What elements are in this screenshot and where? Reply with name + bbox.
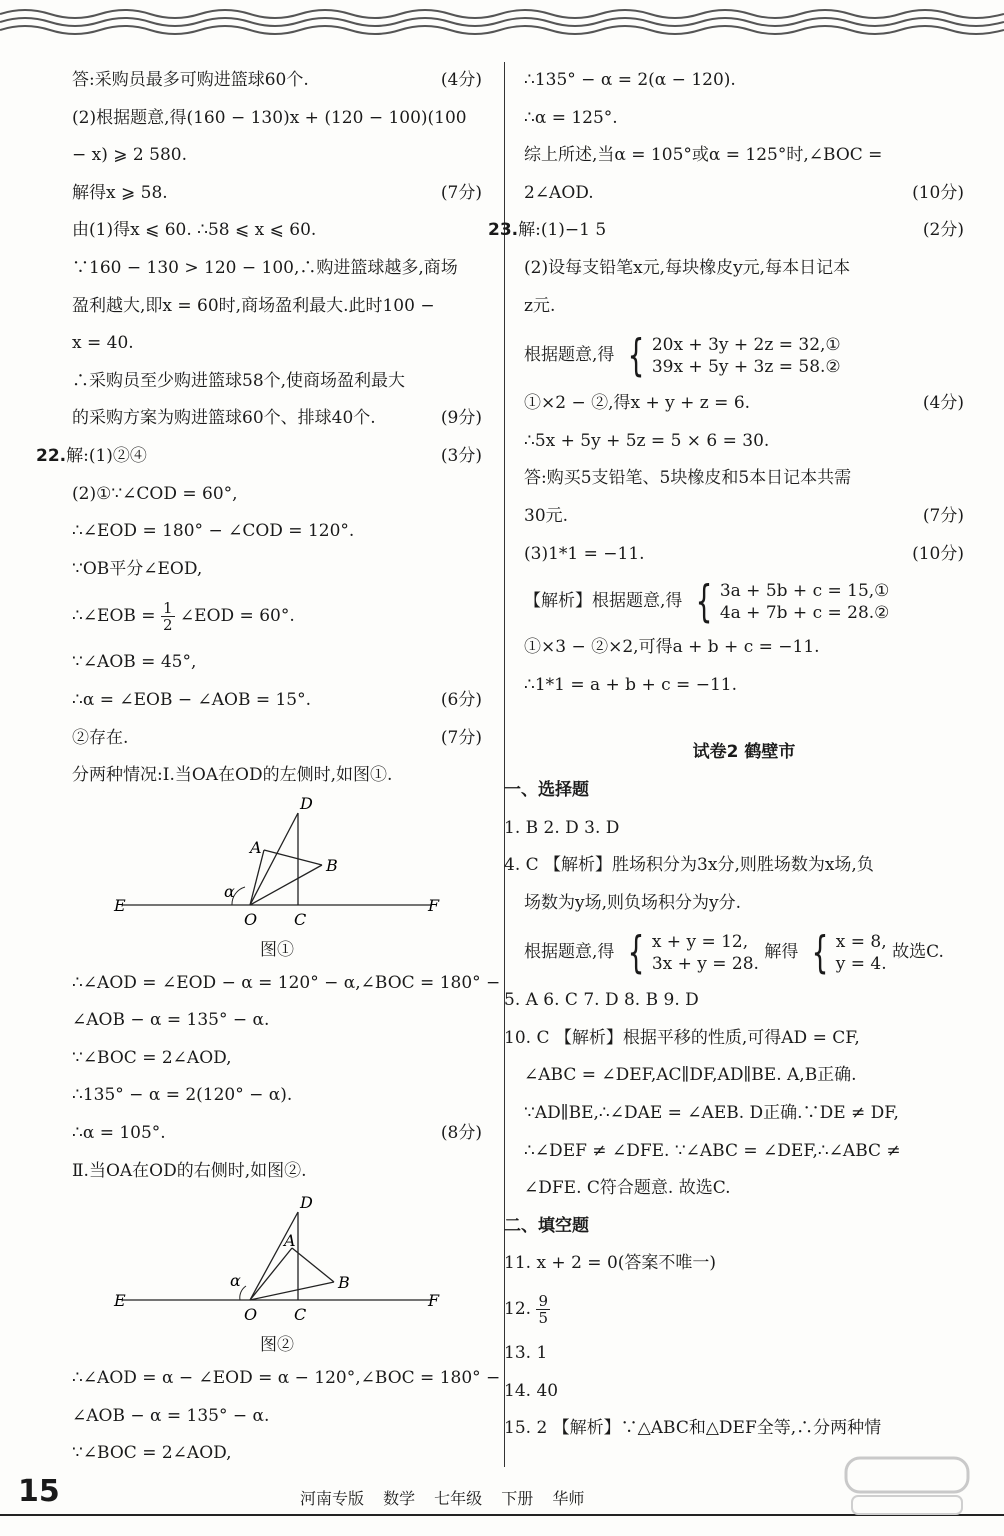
- solution-text: 2∠AOD.: [524, 182, 594, 203]
- solution-text: 30元.: [524, 505, 569, 526]
- solution-text: ∠AOB − α = 135° − α.: [72, 1010, 270, 1031]
- solution-text: ∴α = 105°.: [72, 1123, 166, 1144]
- text-line: [504, 810, 964, 848]
- equation: x + y = 12,: [651, 931, 749, 952]
- solution-text: ∴∠AOD = α − ∠EOD = α − 120°,∠BOC = 180° −: [72, 1368, 501, 1389]
- text-line: [524, 137, 964, 175]
- text-line: [72, 476, 482, 514]
- label-B: B: [326, 855, 338, 875]
- solution-text: ∴1*1 = a + b + c = −11.: [524, 674, 737, 695]
- text-line: [524, 385, 964, 423]
- equation-system-4: [804, 926, 887, 978]
- text-line: [524, 62, 964, 100]
- equation-system-line: [524, 325, 964, 385]
- answer-text: 10. C 【解析】根据平移的性质,可得AD = CF,: [504, 1027, 860, 1048]
- fraction-numerator: 1: [162, 599, 173, 618]
- fraction-half: [161, 600, 175, 633]
- label-O: O: [244, 1305, 258, 1325]
- answer-text: ∵AD∥BE,∴∠DAE = ∠AEB. D正确.∵DE ≠ DF,: [524, 1103, 899, 1124]
- text-line: [504, 1020, 964, 1058]
- label-C: C: [294, 1305, 307, 1325]
- text-line: [504, 1335, 964, 1373]
- answer-text: 1. B 2. D 3. D: [504, 817, 620, 838]
- solution-text: ∴∠EOB =: [72, 606, 156, 627]
- text-line: [72, 250, 482, 288]
- brace-icon: {: [627, 329, 645, 381]
- equation: 3x + y = 28.: [651, 953, 759, 974]
- label-alpha: α: [230, 1271, 241, 1291]
- solution-text: ∴135° − α = 2(120° − α).: [72, 1085, 293, 1106]
- solution-text: 分两种情况:Ⅰ.当OA在OD的左侧时,如图①.: [72, 765, 393, 786]
- text-line: [504, 1245, 964, 1283]
- text-line: [72, 1040, 482, 1078]
- text-line: [504, 1283, 964, 1335]
- solution-text: x = 40.: [72, 333, 134, 354]
- text-line: [524, 885, 964, 923]
- ray-OD: [250, 1212, 298, 1300]
- score-label: (2分): [922, 220, 964, 241]
- score-label: (10分): [912, 543, 964, 564]
- text-line: [524, 175, 964, 213]
- figure-1: [72, 795, 482, 965]
- answer-text: 4. C 【解析】胜场积分为3x分,则胜场数为x场,负: [504, 855, 874, 876]
- footer-text: 河南专版 数学 七年级 下册 华师: [300, 1489, 585, 1508]
- text-line: [72, 1153, 482, 1191]
- text-line: [72, 1002, 482, 1040]
- score-label: (7分): [440, 727, 482, 748]
- solution-text: 【解析】根据题意,得: [524, 591, 683, 612]
- label-O: O: [244, 909, 258, 929]
- solution-text: ∵∠BOC = 2∠AOD,: [72, 1443, 232, 1464]
- answer-text: 答:采购员最多可购进篮球60个.: [72, 70, 309, 90]
- equation-system-line: [524, 922, 964, 982]
- label-F: F: [428, 895, 440, 915]
- text-line: [72, 137, 482, 175]
- text-line: [524, 423, 964, 461]
- solution-text: (2)①∵∠COD = 60°,: [72, 483, 238, 504]
- solution-text: 解得x ⩾ 58.: [72, 182, 168, 203]
- text-line: [524, 1170, 964, 1208]
- fraction-numerator: 9: [538, 1292, 548, 1311]
- answer-text: ∠ABC = ∠DEF,AC∥DF,AD∥BE. A,B正确.: [524, 1065, 857, 1086]
- figure-caption: 图①: [260, 939, 294, 960]
- text-line: [72, 1360, 501, 1398]
- text-line: [72, 100, 482, 138]
- text-line: [488, 212, 964, 250]
- equation: y = 4.: [835, 953, 887, 974]
- solution-text: 综上所述,当α = 105°或α = 125°时,∠BOC =: [524, 145, 883, 166]
- equation-system-line: [524, 573, 964, 629]
- equation: x = 8,: [835, 931, 887, 952]
- solution-text: ②存在.: [72, 727, 129, 748]
- text-line: [72, 175, 482, 213]
- left-column: [36, 62, 501, 1473]
- text-line: [72, 1398, 482, 1436]
- text-line: [72, 1077, 482, 1115]
- question-number: 23.: [488, 220, 519, 241]
- solution-text: 的采购方案为购进篮球60个、排球40个.: [72, 408, 376, 429]
- label-A: A: [284, 1231, 296, 1251]
- text-line: [524, 536, 964, 574]
- geometry-diagram-1: [72, 795, 482, 935]
- solution-text: ∴α = 125°.: [524, 107, 618, 128]
- text-line: [72, 965, 501, 1003]
- solution-text: 解:(1)②④: [66, 445, 147, 466]
- equation-system-3: [620, 926, 759, 978]
- text-line: [504, 982, 964, 1020]
- answer-text: ∠DFE. C符合题意. 故选C.: [524, 1178, 731, 1199]
- answer-text: 解得: [764, 942, 799, 963]
- text-line: [504, 847, 964, 885]
- fraction-denominator: 5: [538, 1309, 548, 1328]
- solution-text: ∴∠AOD = ∠EOD − α = 120° − α,∠BOC = 180° −: [72, 972, 501, 993]
- equation: 20x + 3y + 2z = 32,①: [651, 334, 841, 355]
- answer-text: 13. 1: [504, 1343, 548, 1364]
- solution-text: ∴α = ∠EOB − ∠AOB = 15°.: [72, 689, 312, 710]
- text-line: [72, 644, 482, 682]
- solution-text: ∴135° − α = 2(α − 120).: [524, 70, 736, 90]
- section-heading: 一、选择题: [504, 779, 589, 800]
- label-E: E: [114, 895, 126, 915]
- section-heading: 二、填空题: [504, 1215, 589, 1236]
- text-line: [504, 1410, 964, 1448]
- solution-text: ∵∠BOC = 2∠AOD,: [72, 1047, 232, 1068]
- text-line: [72, 212, 482, 250]
- label-B: B: [338, 1273, 350, 1293]
- equation: 39x + 5y + 3z = 58.②: [651, 356, 841, 377]
- text-line: [72, 363, 482, 401]
- geometry-diagram-2: [72, 1190, 482, 1330]
- equation-system-1: [620, 329, 841, 381]
- text-line: [524, 1057, 964, 1095]
- answer-text: 12.: [504, 1299, 532, 1320]
- text-line: [72, 1115, 482, 1153]
- label-D: D: [300, 794, 313, 813]
- solution-text: ∵∠AOB = 45°,: [72, 652, 197, 673]
- text-line: [72, 720, 482, 758]
- text-line: [72, 62, 482, 100]
- brace-icon: {: [627, 926, 645, 978]
- page-number: 15: [18, 1474, 60, 1509]
- text-line: [36, 438, 482, 476]
- label-F: F: [428, 1291, 440, 1311]
- text-line: [72, 551, 482, 589]
- ray-OA: [250, 850, 264, 905]
- solution-text: 解:(1)−1 5: [518, 220, 607, 241]
- text-line: [72, 1435, 482, 1473]
- score-label: (4分): [922, 393, 964, 414]
- text-line: [524, 1133, 964, 1171]
- text-line: [524, 629, 964, 667]
- score-label: (6分): [440, 689, 482, 710]
- label-C: C: [294, 909, 307, 929]
- answer-text: 15. 2 【解析】∵△ABC和△DEF全等,∴分两种情: [504, 1418, 882, 1439]
- text-line: [504, 1373, 964, 1411]
- question-number: 22.: [36, 445, 67, 466]
- answer-text: 场数为y场,则负场积分为y分.: [524, 892, 742, 913]
- text-line: [72, 288, 482, 326]
- fraction-denominator: 2: [162, 616, 173, 635]
- figure-caption: 图②: [260, 1335, 294, 1356]
- solution-text: ∴5x + 5y + 5z = 5 × 6 = 30.: [524, 430, 770, 451]
- figure-2: [72, 1190, 482, 1360]
- text-line: [72, 757, 482, 795]
- solution-text: 由(1)得x ⩽ 60. ∴58 ⩽ x ⩽ 60.: [72, 220, 317, 241]
- brace-icon: {: [695, 575, 713, 627]
- section-title: 试卷2 鹤壁市: [692, 742, 796, 763]
- score-label: (10分): [912, 182, 964, 203]
- text-line: [524, 100, 964, 138]
- answer-text: 根据题意,得: [524, 942, 615, 963]
- label-D: D: [300, 1193, 313, 1213]
- solution-text: ∴∠EOD = 180° − ∠COD = 120°.: [72, 521, 355, 542]
- solution-text: ∵160 − 130 > 120 − 100,∴购进篮球越多,商场: [72, 257, 458, 278]
- text-line: [72, 588, 482, 644]
- solution-text: ∠EOD = 60°.: [179, 606, 295, 627]
- label-A: A: [250, 837, 262, 857]
- text-line: [72, 682, 482, 720]
- solution-text: 盈利越大,即x = 60时,商场盈利最大.此时100 −: [72, 295, 435, 316]
- text-line: [524, 1095, 964, 1133]
- text-line: [72, 513, 482, 551]
- watermark-logo-icon: [842, 1452, 972, 1522]
- solution-text: ①×2 − ②,得x + y + z = 6.: [524, 393, 751, 414]
- solution-text: − x) ⩾ 2 580.: [72, 145, 187, 166]
- text-line: [524, 498, 964, 536]
- score-label: (4分): [440, 70, 482, 90]
- solution-text: Ⅱ.当OA在OD的右侧时,如图②.: [72, 1160, 307, 1181]
- solution-text: ∵OB平分∠EOD,: [72, 558, 203, 579]
- fraction-nine-fifths: [536, 1293, 550, 1326]
- solution-text: 根据题意,得: [524, 345, 615, 366]
- answer-text: 14. 40: [504, 1380, 559, 1401]
- solution-text: ①×3 − ②×2,可得a + b + c = −11.: [524, 637, 820, 658]
- text-line: [72, 325, 482, 363]
- answer-text: 11. x + 2 = 0(答案不唯一): [504, 1253, 717, 1274]
- text-line: [524, 288, 964, 326]
- solution-text: 答:购买5支铅笔、5块橡皮和5本日记本共需: [524, 468, 852, 489]
- equation: 3a + 5b + c = 15,①: [719, 580, 890, 601]
- solution-text: z元.: [524, 295, 556, 316]
- text-line: [72, 400, 482, 438]
- right-column: [488, 62, 964, 1448]
- answer-text: 故选C.: [892, 942, 944, 963]
- decorative-wave-border: [0, 0, 1004, 48]
- solution-text: ∠AOB − α = 135° − α.: [72, 1405, 270, 1426]
- solution-text: (2)根据题意,得(160 − 130)x + (120 − 100)(100: [72, 107, 467, 128]
- text-line: [524, 460, 964, 498]
- score-label: (7分): [440, 182, 482, 203]
- label-alpha: α: [224, 881, 235, 901]
- label-E: E: [114, 1291, 126, 1311]
- answer-text: ∴∠DEF ≠ ∠DFE. ∵∠ABC = ∠DEF,∴∠ABC ≠: [524, 1140, 901, 1161]
- score-label: (7分): [922, 505, 964, 526]
- score-label: (8分): [440, 1123, 482, 1144]
- spacer: [524, 704, 964, 734]
- answer-text: 5. A 6. C 7. D 8. B 9. D: [504, 990, 699, 1011]
- text-line: [524, 250, 964, 288]
- score-label: (3分): [440, 445, 482, 466]
- score-label: (9分): [440, 408, 482, 429]
- equation-system-2: [688, 575, 890, 627]
- brace-icon: {: [811, 926, 829, 978]
- equation: 4a + 7b + c = 28.②: [719, 602, 890, 623]
- solution-text: (3)1*1 = −11.: [524, 543, 645, 564]
- text-line: [524, 667, 964, 705]
- solution-text: ∴采购员至少购进篮球58个,使商场盈利最大: [72, 370, 406, 391]
- solution-text: (2)设每支铅笔x元,每块橡皮y元,每本日记本: [524, 257, 851, 278]
